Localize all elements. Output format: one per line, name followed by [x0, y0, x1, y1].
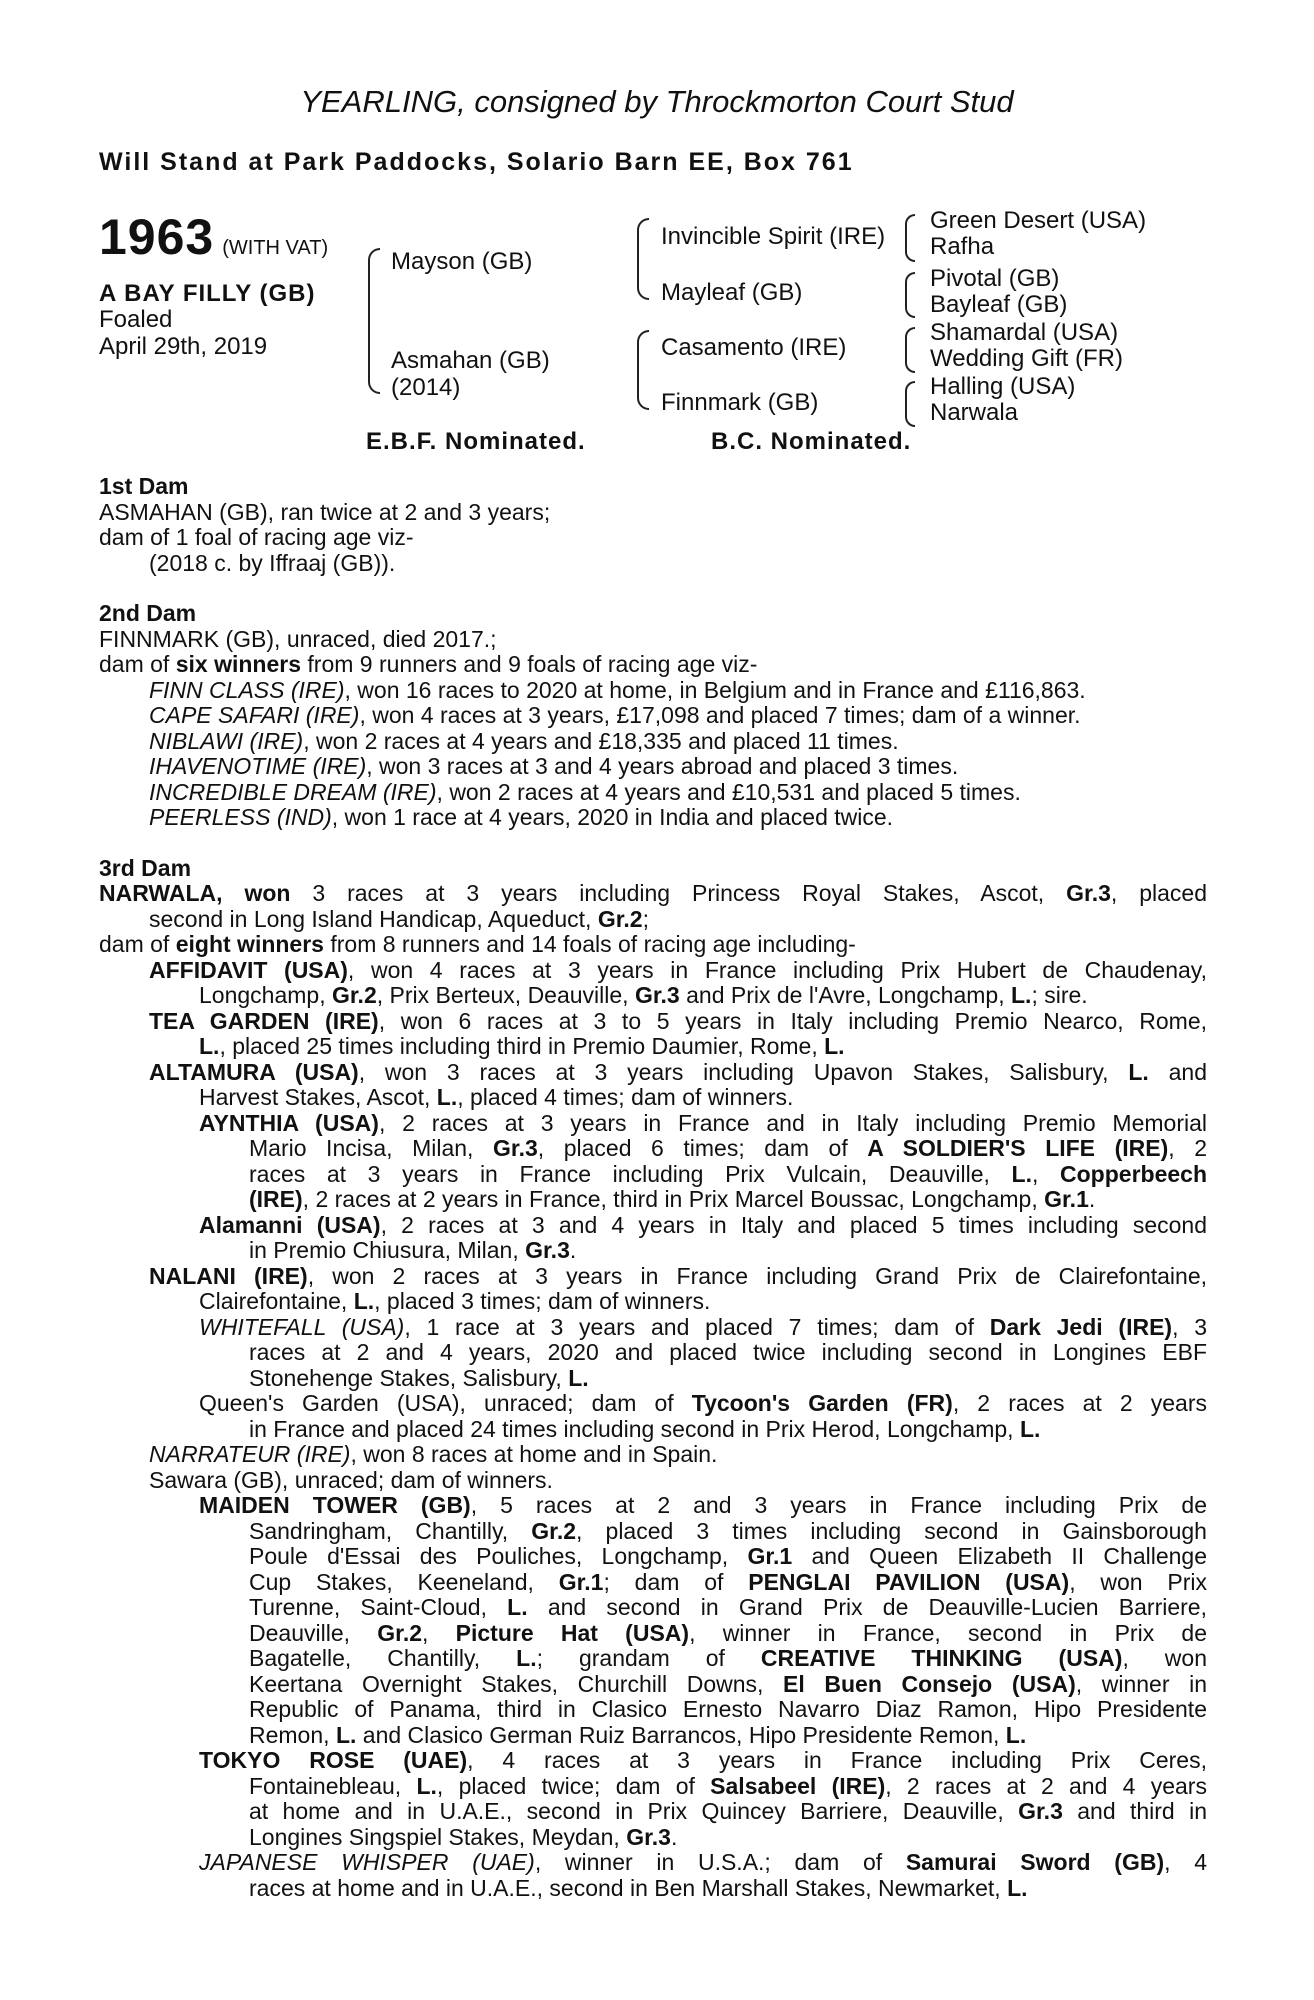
pedigree-bracket-dam [637, 330, 649, 410]
ancestor-7: Halling (USA) [930, 373, 1076, 400]
pedigree-bracket-g4 [905, 381, 915, 427]
produce-entry-cont: Sandringham, Chantilly, Gr.2, placed 3 times including second in Gainsborough [249, 1517, 1207, 1544]
produce-entry-cont: Fontainebleau, L., placed twice; dam of Salsabeel (IRE), 2 races at 2 and 4 years [249, 1772, 1207, 1799]
second-dam-heading: 2nd Dam [99, 600, 197, 626]
produce-entry-cont: Republic of Panama, third in Clasico Ernesto Navarro Diaz Ramon, Hipo Presidente [249, 1696, 1207, 1722]
first-dam-line: dam of 1 foal of racing age viz- [99, 524, 414, 550]
produce-entry: AYNTHIA (USA), 2 races at 3 years in France and in Italy including Premio Memorial [199, 1109, 1207, 1136]
ancestor-2: Rafha [930, 233, 995, 260]
stand-location: Will Stand at Park Paddocks, Solario Barn EE, Box 761 [99, 148, 854, 176]
bc-nominated: B.C. Nominated. [711, 428, 912, 455]
produce-entry: INCREDIBLE DREAM (IRE), won 2 races at 4 years and £10,531 and placed 5 times. [149, 778, 1021, 805]
produce-entry: AFFIDAVIT (USA), won 4 races at 3 years in France including Prix Hubert de Chaudenay, [149, 956, 1207, 983]
produce-entry: TEA GARDEN (IRE), won 6 races at 3 to 5 years in Italy including Premio Nearco, Rome, [149, 1007, 1208, 1034]
produce-entry-cont: in France and placed 24 times including second in Prix Herod, Longchamp, L. [249, 1415, 1041, 1442]
third-dam-line: NARWALA, won 3 races at 3 years including Princess Royal Stakes, Ascot, Gr.3, placed [99, 880, 1207, 906]
produce-entry: TOKYO ROSE (UAE), 4 races at 3 years in France including Prix Ceres, [199, 1747, 1207, 1773]
dam-of-sire: Mayleaf (GB) [661, 279, 803, 306]
produce-entry-cont: Harvest Stakes, Ascot, L., placed 4 times; dam of winners. [199, 1084, 794, 1110]
dam-year: (2014) [391, 374, 461, 401]
lot-number-block [99, 208, 328, 266]
produce-entry-cont: L., placed 25 times including third in Premio Daumier, Rome, L. [199, 1033, 845, 1059]
produce-entry: Sawara (GB), unraced; dam of winners. [149, 1466, 553, 1493]
produce-entry: FINN CLASS (IRE), won 16 races to 2020 at home, in Belgium and in France and £116,863. [149, 676, 1086, 703]
produce-entry-cont: races at 2 and 4 years, 2020 and placed twice including second in Longines EBF [249, 1339, 1207, 1365]
first-dam-line: ASMAHAN (GB), ran twice at 2 and 3 years; [99, 498, 551, 525]
foaled-date: April 29th, 2019 [99, 333, 268, 360]
ancestor-1: Green Desert (USA) [930, 207, 1147, 234]
ebf-nominated: E.B.F. Nominated. [366, 428, 586, 455]
produce-entry: Alamanni (USA), 2 races at 3 and 4 years in Italy and placed 5 times including second [199, 1211, 1208, 1238]
ancestor-5: Shamardal (USA) [930, 319, 1119, 346]
dam-of-dam: Finnmark (GB) [661, 389, 819, 416]
consignor-line: YEARLING, consigned by Throckmorton Court Stud [300, 84, 1014, 119]
third-dam-summary: dam of eight winners from 8 runners and 14 foals of racing age including- [99, 931, 856, 957]
produce-entry-cont: in Premio Chiusura, Milan, Gr.3. [249, 1237, 577, 1263]
lot-number: 1963 [99, 209, 215, 265]
ancestor-6: Wedding Gift (FR) [930, 345, 1123, 372]
produce-entry-cont: Longchamp, Gr.2, Prix Berteux, Deauville, Gr.3 and Prix de l'Avre, Longchamp, L.; sire. [199, 982, 1088, 1008]
vat-note: (WITH VAT) [222, 237, 329, 259]
second-dam-line: FINNMARK (GB), unraced, died 2017.; [99, 625, 497, 652]
pedigree-bracket-g1 [905, 214, 915, 262]
second-dam-summary: dam of six winners from 9 runners and 9 foals of racing age viz- [99, 651, 758, 677]
produce-entry: ALTAMURA (USA), won 3 races at 3 years including Upavon Stakes, Salisbury, L. and [149, 1058, 1208, 1085]
produce-entry-cont: (IRE), 2 races at 2 years in France, third in Prix Marcel Boussac, Longchamp, Gr.1. [249, 1186, 1096, 1212]
sire-of-sire: Invincible Spirit (IRE) [661, 223, 886, 250]
produce-entry-cont: at home and in U.A.E., second in Prix Quincey Barriere, Deauville, Gr.3 and third in [249, 1798, 1207, 1824]
produce-entry-cont: Cup Stakes, Keeneland, Gr.1; dam of PENGLAI PAVILION (USA), won Prix [249, 1568, 1208, 1595]
dam: Asmahan (GB) [391, 347, 550, 374]
ancestor-4: Bayleaf (GB) [930, 291, 1068, 318]
pedigree-bracket-g3 [905, 327, 915, 373]
pedigree-bracket-g2 [905, 272, 915, 318]
produce-entry: NARRATEUR (IRE), won 8 races at home and in Spain. [149, 1441, 718, 1467]
first-dam-heading: 1st Dam [99, 473, 189, 499]
produce-entry: IHAVENOTIME (IRE), won 3 races at 3 and 4 years abroad and placed 3 times. [149, 753, 959, 779]
produce-entry: MAIDEN TOWER (GB), 5 races at 2 and 3 years in France including Prix de [199, 1492, 1207, 1518]
produce-entry-cont: Clairefontaine, L., placed 3 times; dam of winners. [199, 1288, 711, 1314]
pedigree-bracket-sire [637, 218, 649, 300]
horse-name: A BAY FILLY (GB) [99, 280, 316, 307]
sire: Mayson (GB) [391, 248, 533, 275]
produce-entry: CAPE SAFARI (IRE), won 4 races at 3 years, £17,098 and placed 7 times; dam of a winner. [149, 702, 1081, 728]
ancestor-3: Pivotal (GB) [930, 265, 1060, 292]
third-dam-line: second in Long Island Handicap, Aqueduct, Gr.2; [149, 905, 649, 932]
produce-entry-cont: races at 3 years in France including Prix Vulcain, Deauville, L., Copperbeech [249, 1160, 1207, 1187]
produce-entry-cont: Mario Incisa, Milan, Gr.3, placed 6 times; dam of A SOLDIER'S LIFE (IRE), 2 [249, 1135, 1207, 1161]
produce-entry-cont: Poule d'Essai des Pouliches, Longchamp, Gr.1 and Queen Elizabeth II Challenge [249, 1543, 1207, 1569]
produce-entry-cont: Longines Singspiel Stakes, Meydan, Gr.3. [249, 1823, 678, 1850]
foaled-label: Foaled [99, 306, 173, 333]
produce-entry-cont: Bagatelle, Chantilly, L.; grandam of CREATIVE THINKING (USA), won [249, 1645, 1207, 1671]
produce-entry-cont: Keertana Overnight Stakes, Churchill Downs, El Buen Consejo (USA), winner in [249, 1670, 1208, 1697]
produce-entry-cont: Deauville, Gr.2, Picture Hat (USA), winner in France, second in Prix de [249, 1619, 1208, 1646]
produce-entry-cont: races at home and in U.A.E., second in Ben Marshall Stakes, Newmarket, L. [249, 1874, 1028, 1901]
produce-entry: NALANI (IRE), won 2 races at 3 years in France including Grand Prix de Clairefontaine, [149, 1262, 1207, 1289]
produce-entry-cont: Turenne, Saint-Cloud, L. and second in Grand Prix de Deauville-Lucien Barriere, [249, 1594, 1207, 1620]
produce-entry: WHITEFALL (USA), 1 race at 3 years and placed 7 times; dam of Dark Jedi (IRE), 3 [199, 1313, 1208, 1340]
produce-entry: NIBLAWI (IRE), won 2 races at 4 years and £18,335 and placed 11 times. [149, 727, 899, 754]
produce-entry: PEERLESS (IND), won 1 race at 4 years, 2020 in India and placed twice. [149, 804, 894, 830]
sire-of-dam: Casamento (IRE) [661, 334, 847, 361]
pedigree-bracket-main [368, 248, 380, 394]
produce-entry: JAPANESE WHISPER (UAE), winner in U.S.A.; dam of Samurai Sword (GB), 4 [199, 1849, 1207, 1875]
produce-entry: Queen's Garden (USA), unraced; dam of Tycoon's Garden (FR), 2 races at 2 years [199, 1390, 1207, 1416]
produce-record [99, 474, 1207, 1901]
third-dam-heading: 3rd Dam [99, 854, 192, 881]
ancestor-8: Narwala [930, 399, 1019, 426]
produce-entry-cont: Remon, L. and Clasico German Ruiz Barrancos, Hipo Presidente Remon, L. [249, 1721, 1027, 1748]
first-dam-produce: (2018 c. by Iffraaj (GB)). [149, 549, 396, 576]
produce-entry-cont: Stonehenge Stakes, Salisbury, L. [249, 1364, 589, 1391]
